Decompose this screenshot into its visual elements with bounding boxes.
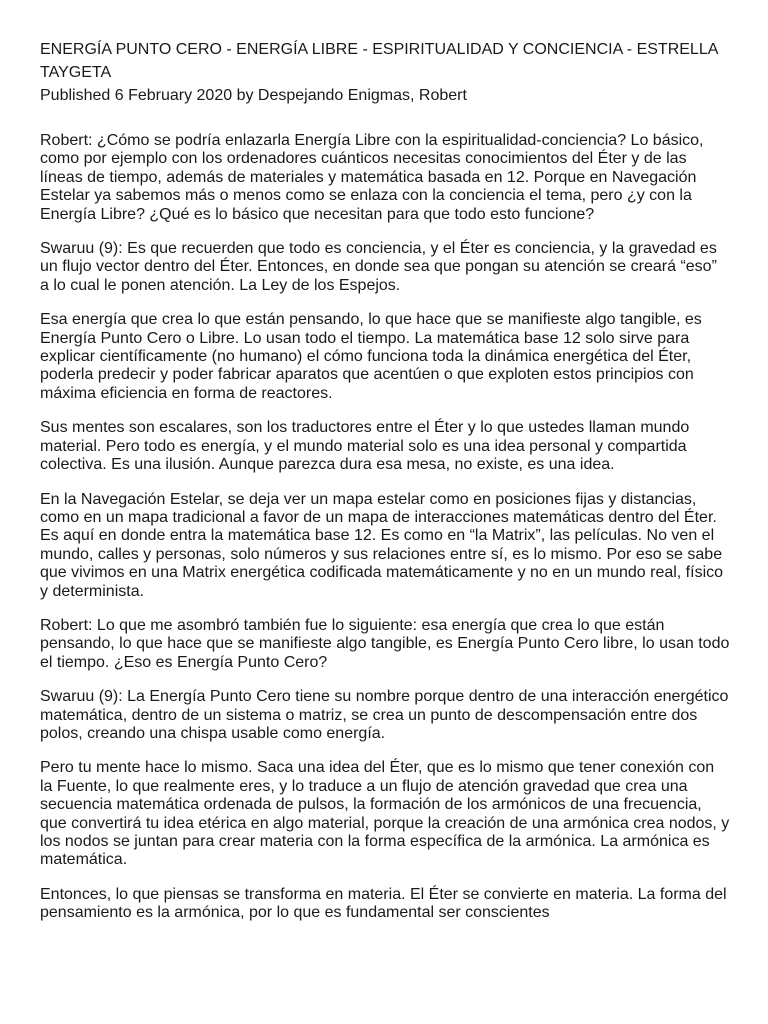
paragraph: En la Navegación Estelar, se deja ver un mapa estelar como en posiciones fijas y distancias, como en un mapa tradicional a favor de un mapa de interacciones matemáticas dentro del Éter. Es aquí en donde entra la matemática base 12. Es como en “la Matrix”, las películas. No ven el mundo, calles y personas, solo números y sus relaciones entre sí, es lo mismo. Por eso se sabe que vivimos en una Matrix energética codificada matemáticamente y no en un mundo real, físico y determinista. — [40, 490, 724, 600]
paragraph: Robert: ¿Cómo se podría enlazarla Energía Libre con la espiritualidad-conciencia? Lo básico, como por ejemplo con los ordenadores cuánticos necesitas conocimientos del Éter y de las líneas de tiempo, además de materiales y matemática basada en 12. Porque en Navegación Estelar ya sabemos más o menos como se enlaza con la conciencia el tema, pero ¿y con la Energía Libre? ¿Qué es lo básico que necesitan para que todo esto funcione? — [40, 132, 704, 223]
paragraph: Swaruu (9): Es que recuerden que todo es conciencia, y el Éter es conciencia, y la gravedad es un flujo vector dentro del Éter. Entonces, en donde sea que pongan su atención se creará “eso” a lo cual le ponen atención. La Ley de los Espejos. — [40, 240, 717, 294]
paragraph: Pero tu mente hace lo mismo. Saca una idea del Éter, que es lo mismo que tener conexión con la Fuente, lo que realmente eres, y lo traduce a un flujo de atención gravedad que crea una secuencia matemática ordenada de pulsos, la formación de los armónicos de una frecuencia, que convertirá tu idea etérica en algo material, porque la creación de una armónica crea nodos, y los nodos se juntan para crear materia con la forma específica de la armónica. La armónica es matemática. — [40, 759, 730, 869]
document-page — [40, 38, 730, 923]
paragraph: Sus mentes son escalares, son los traductores entre el Éter y lo que ustedes llaman mundo material. Pero todo es energía, y el mundo material solo es una idea personal y compartida colectiva. Es una ilusión. Aunque parezca dura esa mesa, no existe, es una idea. — [40, 419, 690, 474]
paragraph: Swaruu (9): La Energía Punto Cero tiene su nombre porque dentro de una interacción energético matemática, dentro de un sistema o matriz, se crea un punto de descompensación entre dos polos, creando una chispa usable como energía. — [40, 688, 729, 742]
paragraph: Entonces, lo que piensas se transforma en materia. El Éter se convierte en materia. La forma del pensamiento es la armónica, por lo que es fundamental ser conscientes — [40, 885, 727, 922]
document-body — [40, 132, 730, 923]
document-title: ENERGÍA PUNTO CERO - ENERGÍA LIBRE - ESPIRITUALIDAD Y CONCIENCIA - ESTRELLA TAYGETA — [40, 41, 718, 81]
paragraph: Esa energía que crea lo que están pensando, lo que hace que se manifieste algo tangible, es Energía Punto Cero o Libre. Lo usan todo el tiempo. La matemática base 12 solo sirve para explicar científicamente (no humano) el cómo funciona toda la dinámica energética del Éter, poderla predecir y poder fabricar aparatos que acentúen o que exploten estos principios con máxima eficiencia en forma de reactores. — [40, 311, 702, 402]
published-line: Published 6 February 2020 by Despejando Enigmas, Robert — [40, 87, 467, 104]
paragraph: Robert: Lo que me asombró también fue lo siguiente: esa energía que crea lo que están pensando, lo que hace que se manifieste algo tangible, es Energía Punto Cero libre, lo usan todo el tiempo. ¿Eso es Energía Punto Cero? — [40, 616, 730, 671]
